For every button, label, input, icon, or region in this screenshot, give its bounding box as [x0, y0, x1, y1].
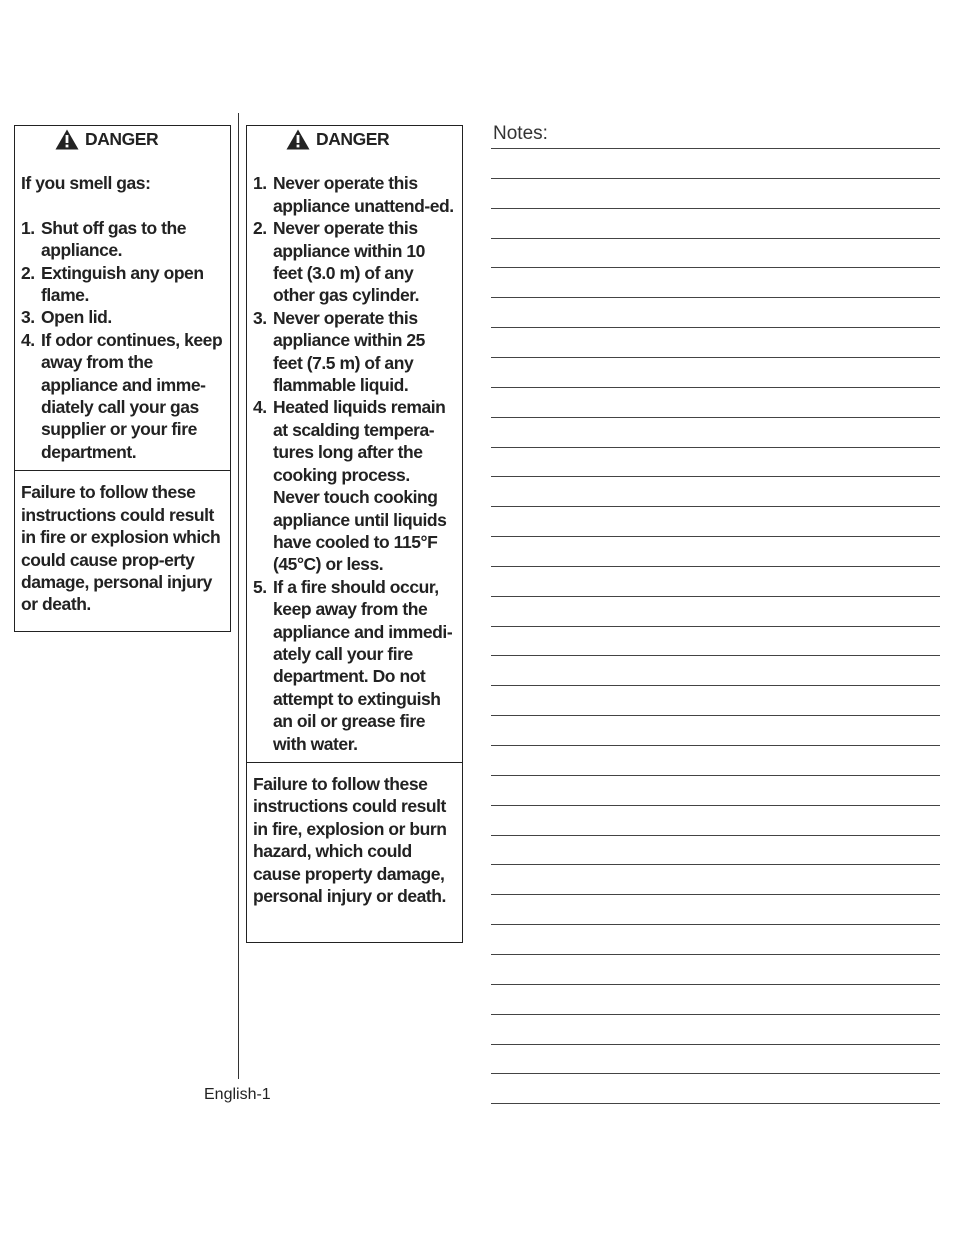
note-line	[491, 208, 940, 209]
note-line	[491, 984, 940, 985]
note-line	[491, 715, 940, 716]
note-line	[491, 476, 940, 477]
danger-label: DANGER	[316, 129, 390, 149]
note-line	[491, 655, 940, 656]
list-item: 2. Never operate this appliance within 10 feet (3.0 m) of any other gas cylinder.	[253, 218, 425, 306]
instruction-list	[21, 217, 224, 463]
warning-triangle-icon	[55, 129, 79, 150]
note-line	[491, 626, 940, 627]
note-line	[491, 894, 940, 895]
danger-box-gas-smell	[14, 125, 231, 632]
note-line	[491, 954, 940, 955]
note-line	[491, 745, 940, 746]
list-item: 3. Open lid.	[21, 307, 112, 328]
list-item: 1. Shut off gas to the appliance.	[21, 217, 187, 261]
list-item: 5. If a fire should occur, keep away from the appliance and immedi-ately call your fire department. Do not attempt to extinguish an oil or grease fire with water.	[253, 576, 453, 754]
note-line	[491, 327, 940, 328]
note-line	[491, 1103, 940, 1104]
note-line	[491, 864, 940, 865]
list-item: 4. Heated liquids remain at scalding tempera-tures long after the cooking process. Never touch cooking appliance until liquids have cooled to 115°F (45°C) or less.	[253, 397, 447, 575]
note-line	[491, 238, 940, 239]
list-item: 2. Extinguish any open flame.	[21, 262, 204, 306]
danger-box-content	[247, 126, 462, 762]
page-number: English-1	[204, 1086, 271, 1103]
note-line	[491, 506, 940, 507]
warning-consequence-text: Failure to follow these instructions could result in fire or explosion which could cause prop-erty damage, personal injury or death.	[15, 470, 230, 625]
list-item: 1. Never operate this appliance unattend-ed.	[253, 173, 454, 216]
warning-consequence-text: Failure to follow these instructions could result in fire, explosion or burn hazard, which could cause property damage, personal injury or death.	[247, 762, 462, 917]
danger-header	[55, 128, 224, 150]
danger-box-operation	[246, 125, 463, 943]
intro-text: If you smell gas:	[21, 173, 151, 194]
note-line	[491, 685, 940, 686]
column-divider	[238, 113, 239, 1079]
note-line	[491, 1073, 940, 1074]
note-line	[491, 924, 940, 925]
note-line	[491, 775, 940, 776]
note-line	[491, 417, 940, 418]
note-line	[491, 536, 940, 537]
list-item: 4. If odor continues, keep away from the appliance and imme-diately call your gas supplier or your fire department.	[21, 329, 223, 462]
note-line	[491, 566, 940, 567]
note-line	[491, 835, 940, 836]
note-line	[491, 805, 940, 806]
danger-header	[286, 128, 456, 150]
note-line	[491, 148, 940, 149]
instruction-list	[253, 172, 456, 755]
note-line	[491, 447, 940, 448]
warning-triangle-icon	[286, 129, 310, 150]
note-line	[491, 387, 940, 388]
list-item: 3. Never operate this appliance within 25 feet (7.5 m) of any flammable liquid.	[253, 307, 425, 396]
note-line	[491, 1044, 940, 1045]
note-line	[491, 357, 940, 358]
note-line	[491, 1014, 940, 1015]
danger-label: DANGER	[85, 129, 159, 149]
note-line	[491, 297, 940, 298]
note-line	[491, 267, 940, 268]
danger-box-content	[15, 126, 230, 470]
note-line	[491, 178, 940, 179]
note-line	[491, 596, 940, 597]
notes-label: Notes:	[493, 123, 548, 144]
